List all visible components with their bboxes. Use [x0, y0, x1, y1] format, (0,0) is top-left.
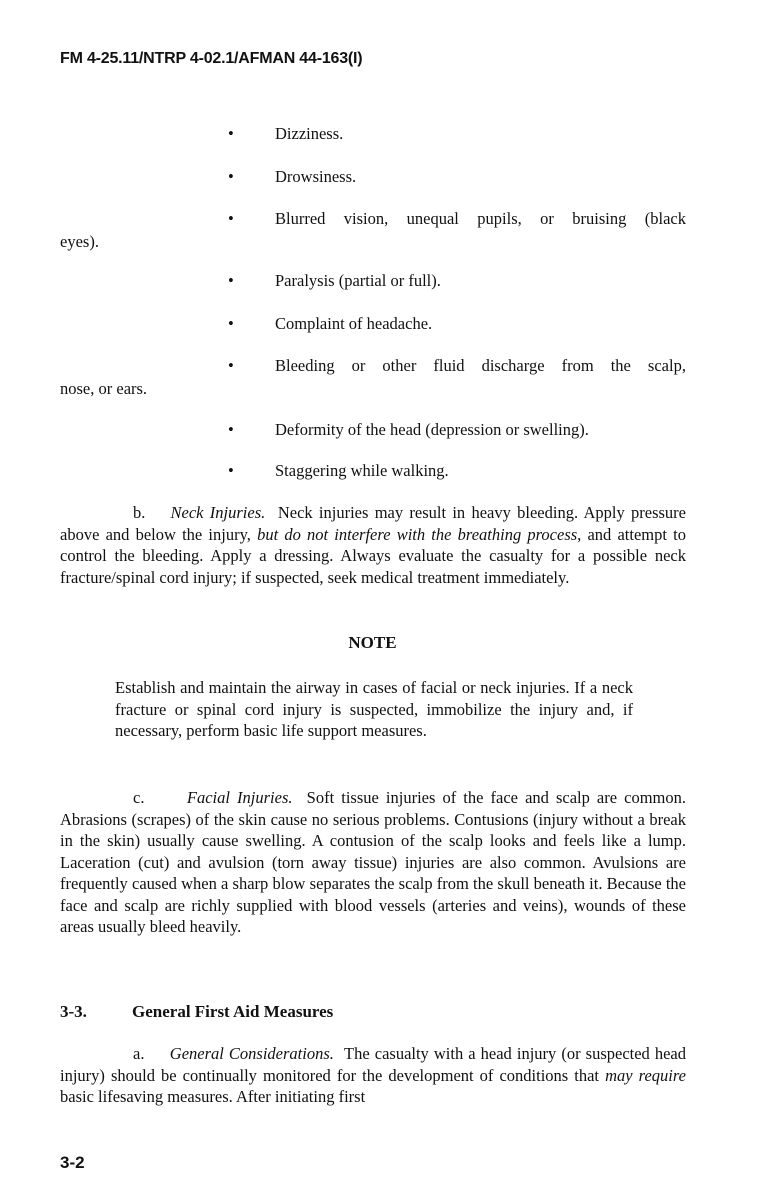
- paragraph-neck-injuries: [60, 502, 686, 588]
- section-number: 3-3.: [60, 1002, 87, 1021]
- bullet-icon: •: [228, 356, 234, 375]
- list-item-text: Drowsiness.: [275, 167, 357, 186]
- paragraph-emphasis: may require: [605, 1065, 686, 1085]
- note-title: NOTE: [348, 633, 397, 652]
- bullet-icon: •: [228, 271, 234, 290]
- paragraph-text: basic lifesaving measures. After initiating first: [60, 1087, 366, 1106]
- section-heading: [60, 1002, 333, 1022]
- paragraph-title: Neck Injuries.: [170, 503, 266, 522]
- paragraph-letter: a.: [133, 1044, 145, 1063]
- paragraph-emphasis: but do not interfere with the breathing process: [257, 524, 578, 544]
- page-number: 3-2: [60, 1153, 85, 1172]
- list-item-text: Deformity of the head (depression or swelling).: [275, 420, 589, 439]
- paragraph-text: Neck injuries may result in heavy bleeding. Apply pressure above and below the injury,: [60, 503, 686, 544]
- bullet-icon: •: [228, 314, 234, 333]
- list-item-text: Blurred vision, unequal pupils, or bruising (black: [275, 209, 686, 228]
- paragraph-text: , and attempt to control the bleeding. Apply a dressing. Always evaluate the casualty for a possible neck fracture/spinal cord injury; if suspected, seek medical treatment immediately.: [60, 524, 686, 587]
- bullet-icon: •: [228, 461, 234, 480]
- bullet-icon: •: [228, 209, 234, 228]
- paragraph-facial-injuries: [60, 787, 686, 938]
- list-item-text: Paralysis (partial or full).: [275, 271, 441, 290]
- paragraph-general-considerations: [60, 1043, 686, 1108]
- section-title: General First Aid Measures: [132, 1002, 334, 1021]
- paragraph-title: General Considerations.: [169, 1044, 334, 1063]
- bullet-icon: •: [228, 167, 234, 186]
- paragraph-title: Facial Injuries.: [186, 788, 293, 807]
- page-header: FM 4-25.11/NTRP 4-02.1/AFMAN 44-163(I): [60, 50, 363, 67]
- list-item-text: Bleeding or other fluid discharge from the scalp,: [275, 356, 686, 375]
- list-item-text: Staggering while walking.: [275, 461, 449, 480]
- list-item-text: Dizziness.: [275, 124, 344, 143]
- paragraph-text: The casualty with a head injury (or suspected head injury) should be continually monitored for the development of conditions that: [60, 1044, 687, 1085]
- bullet-icon: •: [228, 124, 234, 143]
- list-item-text: Complaint of headache.: [275, 314, 433, 333]
- paragraph-letter: c.: [133, 788, 145, 807]
- note-body: Establish and maintain the airway in cases of facial or neck injuries. If a neck fracture or spinal cord injury is suspected, immobilize the injury and, if necessary, perform basic life support measures.: [115, 678, 633, 740]
- list-item-continuation: eyes).: [60, 232, 99, 251]
- list-item-continuation: nose, or ears.: [60, 379, 148, 398]
- paragraph-letter: b.: [133, 503, 146, 522]
- bullet-icon: •: [228, 420, 234, 439]
- paragraph-text: Soft tissue injuries of the face and scalp are common. Abrasions (scrapes) of the skin cause no serious problems. Contusions (injury without a break in the skin) usually cause swelling. A contusion of the scalp looks and feels like a lump. Laceration (cut) and avulsion (torn away tissue) injuries are also common. Avulsions are frequently caused when a sharp blow separates the scalp from the skull beneath it. Because the face and scalp are richly supplied with blood vessels (arteries and veins), wounds of these areas usually bleed heavily.: [60, 788, 687, 936]
